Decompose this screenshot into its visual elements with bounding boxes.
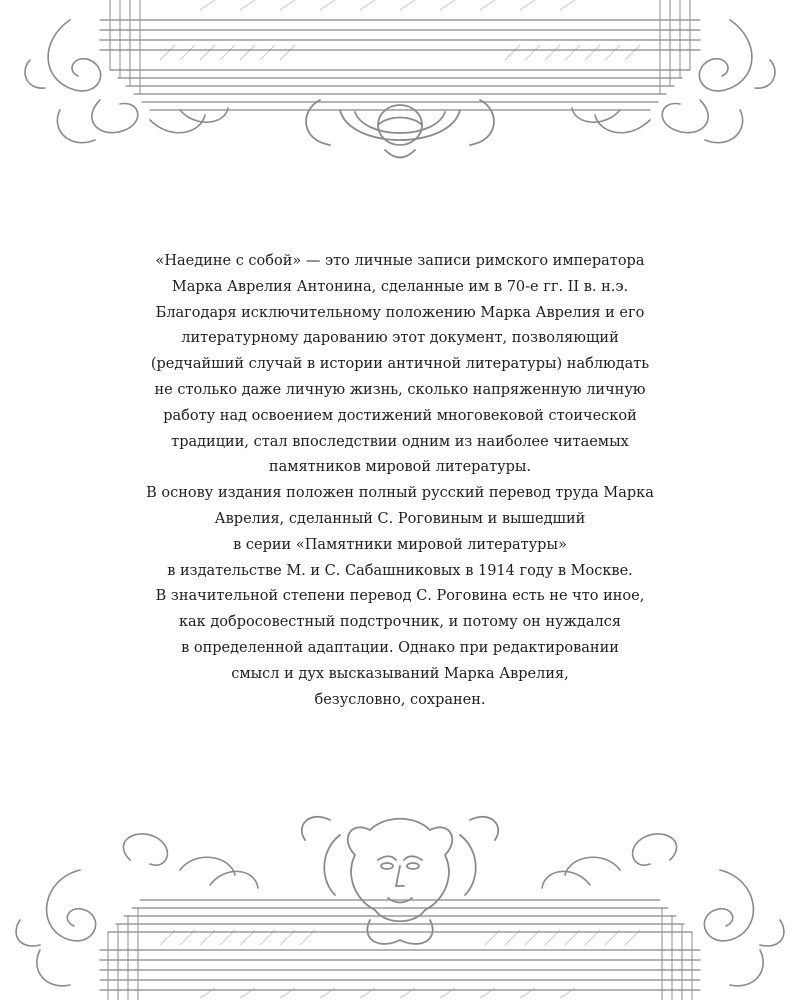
text-line: В значительной степени перевод С. Роговина есть не что иное, [155,588,645,605]
text-line: в издательстве М. и С. Сабашниковых в 1914 году в Москве. [167,562,633,579]
text-line: литературному дарованию этот документ, позволяющий [181,330,619,347]
text-line: как добросовестный подстрочник, и потому он нуждался [178,614,622,631]
text-line: Марка Аврелия Антонина, сделанные им в 70-е гг. II в. н.э. [171,278,629,295]
text-line: не столько даже личную жизнь, сколько напряженную личную [154,381,646,398]
top-ornament [0,0,800,170]
text-line: В основу издания положен полный русский перевод труда Марка [146,485,654,502]
text-line: традиции, стал впоследствии одним из наиболее читаемых [171,433,629,450]
text-line: безусловно, сохранен. [314,691,486,708]
text-line: Благодаря исключительному положению Марка Аврелия и его [155,304,645,321]
text-line: в определенной адаптации. Однако при редактировании [181,639,619,656]
text-line: смысл и дух высказываний Марка Аврелия, [231,665,569,682]
text-line: памятников мировой литературы. [268,459,532,476]
text-line: (редчайший случай в истории античной литературы) наблюдать [150,356,650,373]
body-text [140,249,660,713]
bottom-ornament [0,800,800,1000]
baroque-frame-ornament-top-icon [0,0,800,170]
text-line: «Наедине с собой» — это личные записи римского императора [155,253,645,269]
text-line: в серии «Памятники мировой литературы» [233,536,567,553]
baroque-frame-ornament-with-mask-icon [0,800,800,1000]
text-line: Аврелия, сделанный С. Роговиным и вышедший [214,510,586,527]
text-line: работу над освоением достижений многовековой стоической [163,407,637,424]
